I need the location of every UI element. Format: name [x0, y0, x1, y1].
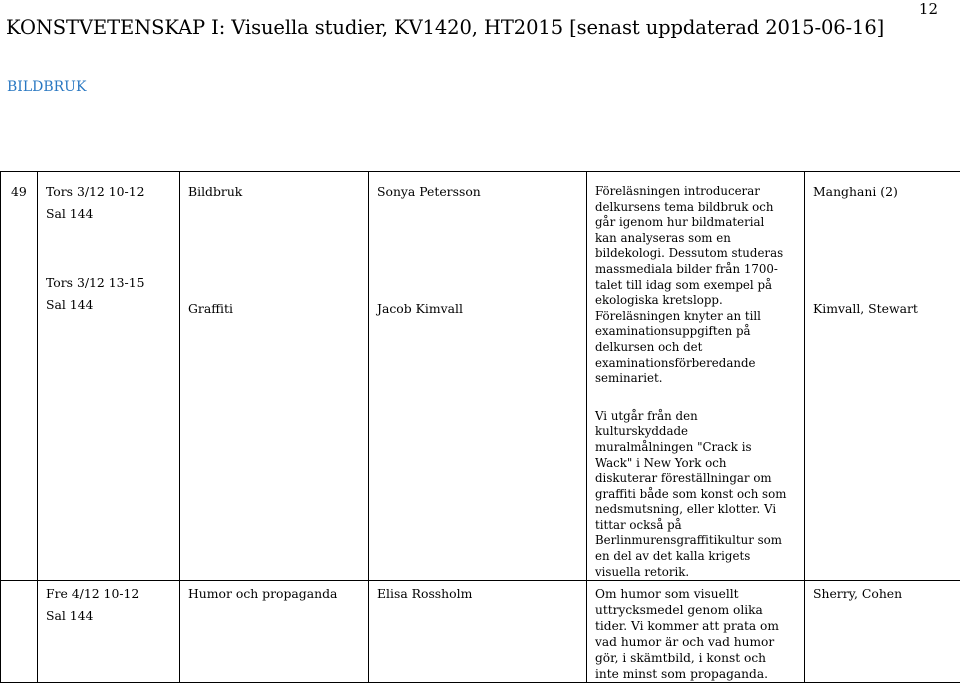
session-description: Om humor som visuellt uttrycksmedel genom olika tider. Vi kommer att prata om vad humor är och vad humor gör, i skämtbild, i konst och inte minst som propaganda.: [595, 586, 793, 682]
page-number: 12: [919, 0, 938, 18]
row-number-cell: [1, 172, 38, 581]
topic-cell: [180, 172, 369, 581]
time-cell: [38, 172, 180, 581]
session-description: Vi utgår från den kulturskyddade muralmålningen "Crack is Wack" i New York och diskuterar föreställningar om graffiti både som konst och som nedsmutsning, eller klotter. Vi tittar också på Berlinmurensgraffitikultur som en del av det kalla krigets visuella retorik.: [595, 409, 787, 581]
description-cell: [587, 581, 805, 683]
session-time: Fre 4/12 10-12: [46, 586, 179, 602]
schedule-table: [0, 171, 960, 683]
description-cell: [587, 172, 805, 581]
table-row: [1, 172, 960, 581]
session-teacher: Elisa Rossholm: [377, 586, 586, 602]
session-room: Sal 144: [46, 206, 179, 222]
session-readers: Kimvall, Stewart: [813, 301, 960, 317]
session-topic: Bildbruk: [188, 184, 368, 200]
session-time: Tors 3/12 10-12: [46, 184, 179, 200]
document-title: KONSTVETENSKAP I: Visuella studier, KV1420, HT2015 [senast uppdaterad 2015-06-16]: [6, 16, 884, 39]
row-number-cell: [1, 581, 38, 683]
session-readers: Sherry, Cohen: [813, 586, 960, 602]
session-room: Sal 144: [46, 297, 179, 313]
session-readers: Manghani (2): [813, 184, 960, 200]
session-teacher: Sonya Petersson: [377, 184, 586, 200]
session-time: Tors 3/12 13-15: [46, 275, 179, 291]
table-row: [1, 581, 960, 683]
teacher-cell: [369, 581, 587, 683]
session-topic: Graffiti: [188, 301, 368, 317]
section-heading: BILDBRUK: [7, 79, 86, 95]
time-cell: [38, 581, 180, 683]
session-room: Sal 144: [46, 608, 179, 624]
readers-cell: [805, 172, 960, 581]
topic-cell: [180, 581, 369, 683]
teacher-cell: [369, 172, 587, 581]
session-teacher: Jacob Kimvall: [377, 301, 586, 317]
session-description: Föreläsningen introducerar delkursens tema bildbruk och går igenom hur bildmaterial kan analyseras som en bildekologi. Dessutom studeras massmediala bilder från 1700-talet till idag som exempel på ekologiska kretslopp. Föreläsningen knyter an till examinationsuppgiften på delkursen och det examinationsförberedande seminariet.: [595, 184, 787, 387]
session-topic: Humor och propaganda: [188, 586, 368, 602]
readers-cell: [805, 581, 960, 683]
row-number: 49: [11, 184, 37, 200]
